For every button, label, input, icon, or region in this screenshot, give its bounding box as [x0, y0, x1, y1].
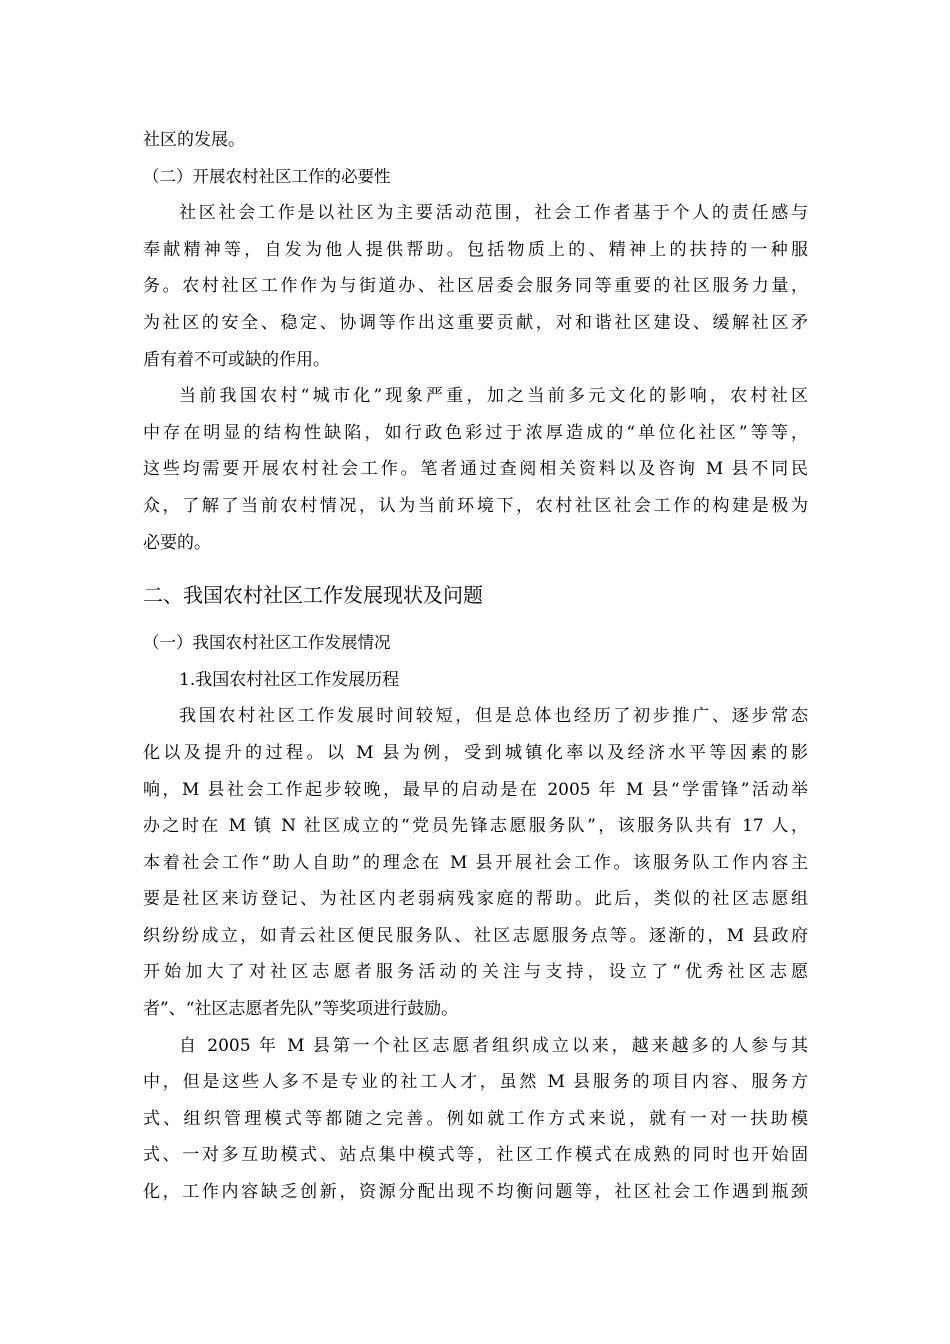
- paragraph-line: 奉献精神等，自发为他人提供帮助。包括物质上的、精神上的扶持的一种服: [143, 239, 808, 260]
- paragraph-line: 要是社区来访登记、为社区内老弱病残家庭的帮助。此后，类似的社区志愿组: [143, 889, 808, 910]
- section-heading: （一）我国农村社区工作发展情况: [143, 633, 391, 653]
- section-heading: （二）开展农村社区工作的必要性: [143, 166, 391, 186]
- paragraph-line: 化以及提升的过程。以 M 县为例，受到城镇化率以及经济水平等因素的影: [143, 742, 808, 763]
- paragraph-line: 必要的。: [143, 532, 211, 553]
- paragraph-line: 务。农村社区工作作为与街道办、社区居委会服务同等重要的社区服务力量，: [143, 276, 808, 297]
- paragraph-line: 办之时在 M 镇 N 社区成立的“党员先锋志愿服务队”，该服务队共有 17 人，: [143, 816, 808, 837]
- paragraph-line: 式、组织管理模式等都随之完善。例如就工作方式来说，就有一对一扶助模: [143, 1108, 808, 1129]
- paragraph-line: 化，工作内容缺乏创新，资源分配出现不均衡问题等，社区社会工作遇到瓶颈: [143, 1182, 808, 1203]
- paragraph-line: 盾有着不可或缺的作用。: [143, 349, 330, 370]
- chapter-heading: 二、我国农村社区工作发展现状及问题: [143, 583, 483, 608]
- paragraph-line: 中，但是这些人多不是专业的社工人才，虽然 M 县服务的项目内容、服务方: [143, 1072, 808, 1093]
- paragraph-line: 我国农村社区工作发展时间较短，但是总体也经历了初步推广、逐步常态: [179, 706, 808, 727]
- paragraph: [143, 378, 808, 561]
- paragraph-line: 本着社会工作“助人自助”的理念在 M 县开展社会工作。该服务队工作内容主: [143, 852, 808, 873]
- paragraph-line: 社区社会工作是以社区为主要活动范围，社会工作者基于个人的责任感与: [179, 203, 808, 224]
- paragraph-line: 众，了解了当前农村情况，认为当前环境下，农村社区社会工作的构建是极为: [143, 495, 808, 516]
- paragraph: [143, 195, 808, 378]
- paragraph-line: 者”、“社区志愿者先队”等奖项进行鼓励。: [143, 999, 459, 1020]
- subsection-heading: 1.我国农村社区工作发展历程: [179, 669, 400, 690]
- paragraph-line: 社区的发展。: [143, 130, 245, 150]
- paragraph-line: 织纷纷成立，如青云社区便民服务队、社区志愿服务点等。逐渐的，M 县政府: [143, 925, 808, 946]
- paragraph-line: 式、一对多互助模式、站点集中模式等，社区工作模式在成熟的同时也开始固: [143, 1145, 808, 1166]
- paragraph-line: 这些均需要开展农村社会工作。笔者通过查阅相关资料以及咨询 M 县不同民: [143, 459, 808, 480]
- document-body: [143, 122, 808, 1211]
- paragraph: [143, 698, 808, 1027]
- paragraph-line: 当前我国农村“城市化”现象严重，加之当前多元文化的影响，农村社区: [179, 386, 808, 407]
- paragraph-line: 中存在明显的结构性缺陷，如行政色彩过于浓厚造成的“单位化社区”等等，: [143, 422, 808, 443]
- paragraph-line: 响，M 县社会工作起步较晚，最早的启动是在 2005 年 M 县“学雷锋”活动举: [143, 779, 808, 800]
- paragraph-line: 为社区的安全、稳定、协调等作出这重要贡献，对和谐社区建设、缓解社区矛: [143, 312, 808, 333]
- paragraph-line: 自 2005 年 M 县第一个社区志愿者组织成立以来，越来越多的人参与其: [179, 1035, 808, 1056]
- paragraph: [143, 1028, 808, 1211]
- paragraph-line: 开始加大了对社区志愿者服务活动的关注与支持，设立了“优秀社区志愿: [143, 962, 808, 983]
